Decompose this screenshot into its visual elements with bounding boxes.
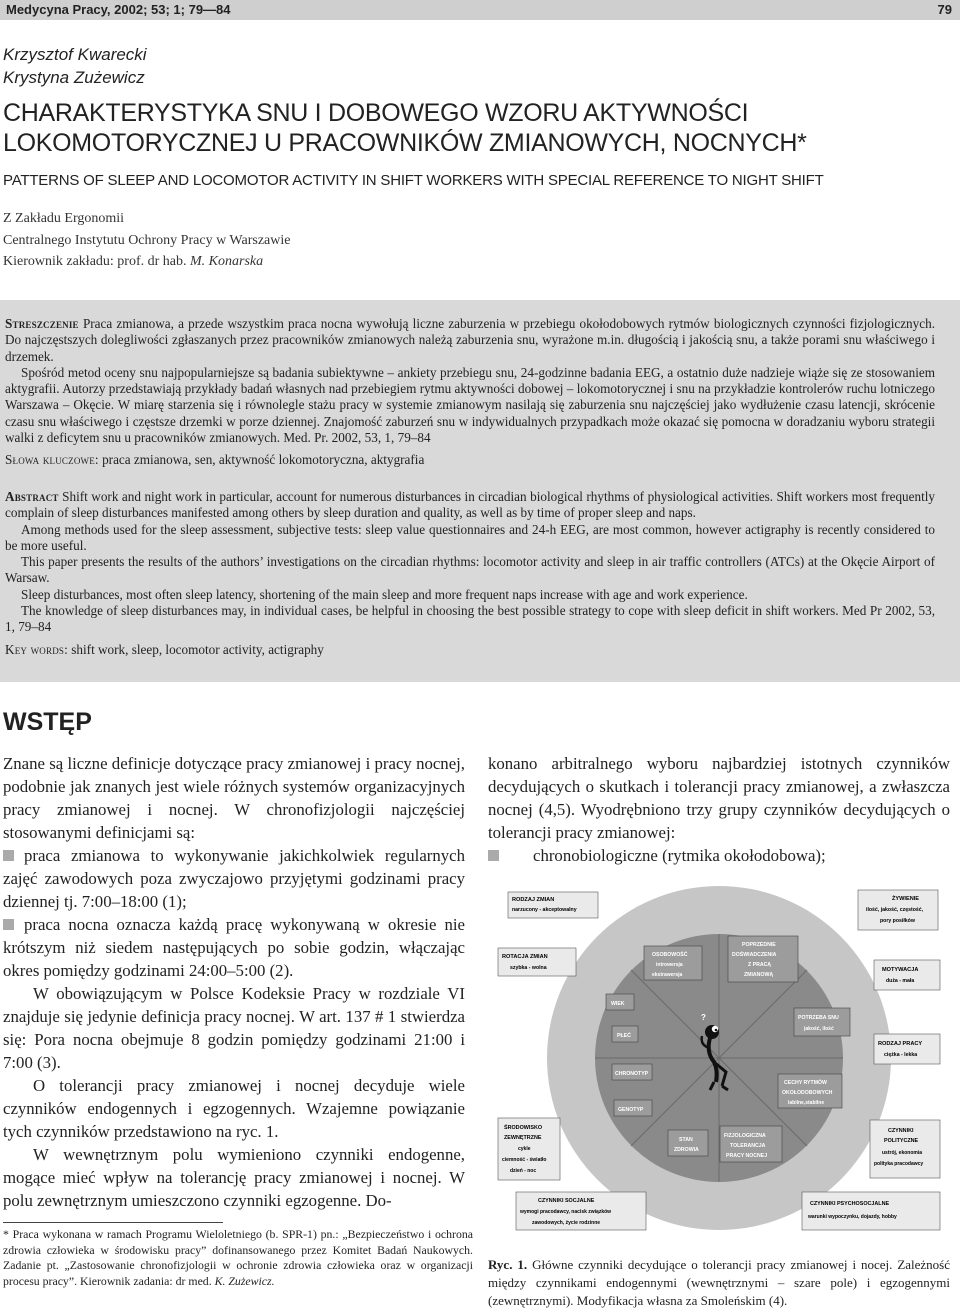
motywacja-sub: duża - mała [886, 978, 915, 984]
srodowisko-l5: dzień - noc [510, 1168, 537, 1174]
footnote-name: K. Zużewicz. [214, 1273, 275, 1288]
fizjo-l1: FIZJOLOGICZNA [724, 1133, 766, 1139]
page-number: 79 [937, 2, 952, 17]
left-p2: W obowiązującym w Polsce Kodeksie Pracy w rozdziale VI znajduje się jedynie definicja pracy nocnej. W art. 137 # 1 stwierdza się: Pora nocna obejmuje 8 godzin pomiędzy godzinami 21:00 i 7:00 (3). [3, 984, 465, 1072]
poprzednie-l1: POPRZEDNIE [742, 942, 776, 948]
right-bullet-1: chronobiologiczne (rytmika okołodobowa); [488, 844, 950, 867]
stan-l1: STAN [679, 1137, 693, 1143]
psycho-title: CZYNNIKI PSYCHOSOCJALNE [810, 1201, 890, 1207]
cechy-l3: labilne,stabilne [788, 1100, 825, 1106]
fizjo-l2: TOLERANCJA [730, 1143, 766, 1149]
box-genotyp [614, 1100, 652, 1116]
figure-caption [488, 1256, 950, 1310]
question-mark: ? [701, 1013, 706, 1022]
box-czynniki-socjalne [516, 1192, 646, 1230]
left-bullet-1: praca zmianowa to wykonywanie jakichkolwiek regularnych zajęć zawodowych poza zwyczajowo przyjętymi godzinami pracy dziennej tj. 7:00–18:00 (1); [3, 846, 465, 911]
abstract-p1: Abstract Shift work and night work in particular, account for numerous disturbances in circadian biological rhythms of physiological activities. Shift workers most frequently complain of sleep disturbances manifested among others by sleep duration and quality, as well as by time of proper sleep and naps. [5, 489, 936, 521]
left-p3: O tolerancji pracy zmianowej i nocnej decyduje wiele czynników endogennych i egzogennych. Wzajemne powiązanie tych czynników przedstawiono na ryc. 1. [3, 1076, 465, 1141]
stan-l2: ZDROWIA [674, 1147, 699, 1153]
fizjo-l3: PRACY NOCNEJ [726, 1153, 768, 1159]
osobowosc-l2: introwersja [656, 962, 683, 968]
osobowosc-l3: ekstrawersja [652, 972, 683, 978]
zywienie-sub1: ilość, jakość, częstość, [866, 907, 924, 913]
abstract-p4: Sleep disturbances, most often sleep latency, shortening of the main sleep and more frequent naps increase with age and work experience. [21, 586, 748, 602]
title-line-1: CHARAKTERYSTYKA SNU I DOBOWEGO WZORU AKTYWNOŚCI [3, 99, 749, 127]
motywacja-title: MOTYWACJA [882, 967, 919, 973]
poprzednie-l3: Z PRACĄ [748, 962, 772, 968]
streszczenie-p2: Spośród metod oceny snu najpopularniejsze są badania subiektywne – ankiety przebiegu snu, 24-godzinne badania EEG, a ostatnio duże nadzieje wiąże się ze stosowaniem aktygrafii. Autorzy przedstawiają przykłady badań własnych nad przebiegiem rytmu aktywności dobowej – lokomotorycznej i snu na przykładzie kontrolerów ruchu lotniczego Warszawa – Okęcie. W miarę starzenia się i równolegle stażu pracy w systemie zmianowym nasilają się zaburzenia snu najczęściej jako wydłużenie czasu latencji, skrócenie czasu snu właściwego i częstsze drzemki w porze dziennej. Znajomość zaburzeń snu w indywidualnych przypadkach może okazać się pomocna w doradzaniu wyboru strategii walki z deficytem snu u pracowników zmianowych. Med. Pr. 2002, 53, 1, 79–84 [5, 364, 935, 446]
square-bullet-icon [488, 850, 499, 861]
potrzeba-l1: POTRZEBA SNU [798, 1015, 839, 1021]
wiek-label: WIEK [611, 1001, 625, 1007]
czynniki-pol-l3: ustrój, ekonomia [882, 1150, 923, 1156]
rodzaj-pracy-sub: ciężka - lekka [884, 1052, 918, 1058]
box-rotacja-zmian [498, 948, 576, 976]
socjalne-sub2: zawodowych, życie rodzinne [532, 1220, 601, 1226]
cechy-l1: CECHY RYTMÓW [784, 1080, 827, 1086]
osobowosc-l1: OSOBOWOŚĆ [652, 952, 688, 958]
abstract-label: Abstract [5, 489, 59, 504]
potrzeba-l2: jakość, ilość [804, 1026, 834, 1032]
zywienie-sub2: pory posiłków [880, 918, 915, 924]
streszczenie-label: Streszczenie [5, 316, 79, 331]
box-rodzaj-pracy [874, 1034, 940, 1064]
abstract-p3: This paper presents the results of the authors’ investigations on the circadian rhythms: locomotor activity and sleep in air traffic controllers (ATCs) at the Okęcie Airport of Warsaw. [5, 554, 935, 586]
poprzednie-l2: DOŚWIADCZENIA [732, 952, 777, 958]
box-plec [612, 1026, 638, 1042]
plec-label: PŁEĆ [617, 1033, 631, 1039]
left-bullet-2: praca nocna oznacza każdą pracę wykonywaną w okresie nie krótszym niż siedem następujących po sobie godzin, włączając okres pomiędzy godzinami 24:00–5:00 (2). [3, 915, 465, 980]
srodowisko-l1: ŚRODOWISKO [504, 1125, 543, 1131]
figure-diagram [488, 886, 950, 1232]
box-rodzaj-zmian [508, 892, 598, 918]
section-heading: WSTĘP [3, 708, 92, 736]
streszczenie-keywords: Słowa kluczowe: praca zmianowa, sen, aktywność lokomotoryczna, aktygrafia [5, 452, 425, 468]
box-czynniki-polityczne [870, 1120, 940, 1178]
footnote: * Praca wykonana w ramach Programu Wieloletniego (b. SPR-1) pn.: „Bezpieczeństwo i ochrona zdrowia człowieka w środowisku pracy” dofinansowanego przez Komitet Badań Naukowych. Zadanie pt. „Zastosowanie chronofizjologii w ochronie zdrowia człowieka oraz w organizacji procesu pracy”. Kierownik zadania: dr med. K. Zużewicz. [3, 1227, 473, 1288]
box-cechy-rytmow [778, 1074, 842, 1108]
article-title [3, 98, 807, 158]
journal-citation: Medycyna Pracy, 2002; 53; 1; 79—84 [6, 2, 231, 17]
cechy-l2: OKOŁODOBOWYCH [782, 1090, 833, 1096]
box-wiek [606, 994, 634, 1010]
right-column [488, 752, 950, 867]
box-srodowisko [498, 1118, 560, 1180]
author-2: Krystyna Zużewicz [3, 68, 145, 87]
affiliation-line-1: Z Zakładu Ergonomii [3, 211, 125, 226]
box-potrzeba-snu [794, 1008, 850, 1036]
socjalne-sub1: wymogi pracodawcy, nacisk związków [520, 1209, 612, 1215]
affiliation-line-2: Centralnego Instytutu Ochrony Pracy w Warszawie [3, 232, 291, 248]
genotyp-label: GENOTYP [618, 1107, 644, 1113]
srodowisko-l3: cykle [518, 1146, 531, 1152]
authors [3, 43, 147, 89]
socjalne-title: CZYNNIKI SOCJALNE [538, 1198, 595, 1204]
rodzaj-zmian-sub: narzucony - akceptowalny [512, 907, 577, 913]
square-bullet-icon [3, 850, 14, 861]
right-p1: konano arbitralnego wyboru najbardziej istotnych czynników decydujących o skutkach i tolerancji pracy zmianowej, a zwłaszcza nocnej (4,5). Wyodrębniono trzy grupy czynników decydujących o tolerancji pracy zmianowej: [488, 754, 950, 842]
box-stan-zdrowia [668, 1130, 708, 1156]
chronotyp-label: CHRONOTYP [615, 1071, 649, 1077]
affiliation-line-3: Kierownik zakładu: prof. dr hab. M. Konarska [3, 254, 264, 269]
abstract-en [5, 489, 935, 658]
box-fizjologiczna-tolerancja [720, 1126, 782, 1162]
affiliation [3, 208, 290, 273]
left-column [3, 752, 465, 1212]
left-p1: Znane są liczne definicje dotyczące pracy zmianowej i pracy nocnej, podobnie jak znanych jest wiele różnych systemów organizacyjnych pracy zmianowej i nocnej. W chronofizjologii najczęściej stosowanymi definicjami są: [3, 754, 465, 842]
box-motywacja [874, 960, 940, 990]
abstract-p5: The knowledge of sleep disturbances may, in individual cases, be helpful in choosing the best possible strategy to cope with sleep deficit in shift workers. Med Pr 2002, 53, 1, 79–84 [5, 603, 935, 635]
box-poprzednie-doswiadczenia [728, 936, 798, 982]
running-header [0, 0, 960, 20]
streszczenie-p1: Streszczenie Praca zmianowa, a przede wszystkim praca nocna wywołują liczne zaburzenia w przebiegu okołodobowych rytmów biologicznych czynności fizjologicznych. Do najczęstszych dolegliwości zgłaszanych przez pracowników zmianowych należą zaburzenia snu, wyrażone m.in. długością i jakością snu, a także porami snu właściwego i drzemek. [5, 316, 935, 364]
box-osobowosc [644, 946, 702, 980]
title-line-2: LOKOMOTORYCZNEJ U PRACOWNIKÓW ZMIANOWYCH, NOCNYCH* [3, 129, 807, 157]
rotacja-title: ROTACJA ZMIAN [502, 954, 548, 960]
srodowisko-l2: ZEWNĘTRZNE [504, 1135, 542, 1141]
box-czynniki-psychosocjalne [802, 1192, 940, 1230]
box-zywienie [858, 890, 938, 930]
srodowisko-l4: ciemność - światło [502, 1157, 547, 1163]
article-subtitle: PATTERNS OF SLEEP AND LOCOMOTOR ACTIVITY IN SHIFT WORKERS WITH SPECIAL REFERENCE TO NIGHT SHIFT [3, 172, 824, 189]
head-name: M. Konarska [190, 254, 264, 269]
left-p4: W wewnętrznym polu wymieniono czynniki endogenne, mogące mieć wpływ na tolerancję pracy zmianowej i nocnej. W polu zewnętrznym umieszczono czynniki egzogenne. Do- [3, 1145, 465, 1210]
rodzaj-pracy-title: RODZAJ PRACY [878, 1041, 923, 1047]
streszczenie [5, 316, 935, 469]
rotacja-sub: szybka - wolna [510, 965, 547, 971]
czynniki-pol-l2: POLITYCZNE [884, 1138, 919, 1144]
abstract-p2: Among methods used for the sleep assessment, subjective tests: sleep value questionnaires and 24-h EEG, are most common, however actigraphy is recently considered to be more useful. [5, 521, 935, 553]
caption-text: Główne czynniki decydujące o tolerancji pracy zmianowej i nocej. Zależność między czynnikami endogennymi (wewnętrznymi – szare pole) i egzogennymi (zewnętrznymi). Modyfikacja własna za Smoleńskim (4). [488, 1257, 951, 1308]
rodzaj-zmian-title: RODZAJ ZMIAN [512, 897, 555, 903]
czynniki-pol-l4: polityka pracodawcy [874, 1161, 924, 1167]
czynniki-pol-l1: CZYNNIKI [888, 1128, 914, 1134]
poprzednie-l4: ZMIANOWĄ [744, 972, 774, 978]
footnote-rule [3, 1222, 223, 1223]
author-1: Krzysztof Kwarecki [3, 45, 147, 64]
caption-label: Ryc. 1. [488, 1257, 528, 1272]
box-chronotyp [612, 1064, 652, 1080]
zywienie-title: ŻYWIENIE [892, 896, 920, 902]
psycho-sub: warunki wypoczynku, dojazdy, hobby [808, 1214, 897, 1220]
square-bullet-icon [3, 919, 14, 930]
abstract-keywords: Key words: shift work, sleep, locomotor activity, actigraphy [5, 641, 324, 657]
